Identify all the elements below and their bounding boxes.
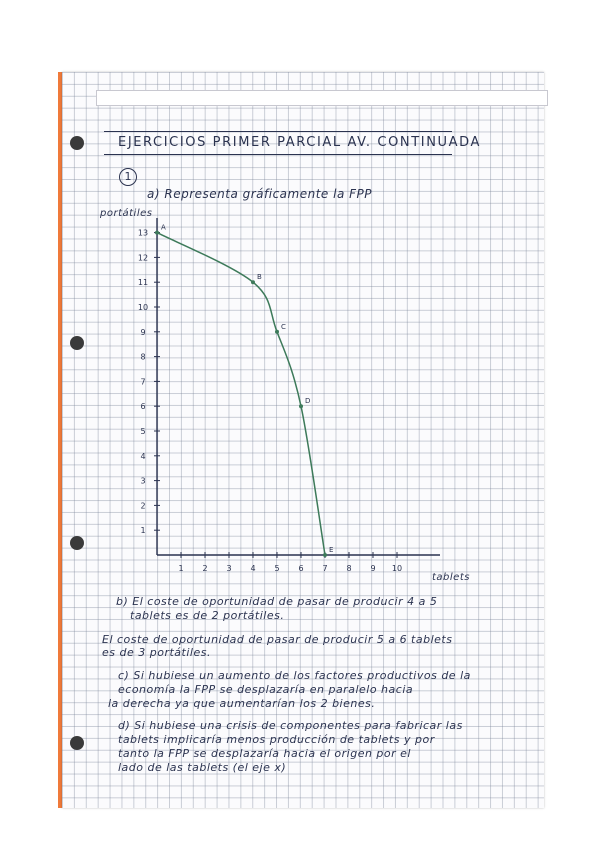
x-tick-label: 6 — [298, 564, 304, 573]
ppf-curve-group — [157, 233, 325, 555]
ppf-point-label: D — [305, 397, 311, 406]
ppf-point-label: A — [161, 223, 166, 232]
answer-d-line3: tanto la FPP se desplazaría hacia el origen por el — [118, 747, 411, 760]
chart-axes — [157, 218, 440, 555]
y-tick-label: 12 — [137, 253, 149, 263]
y-tick-label: 7 — [140, 377, 146, 387]
y-tick-label: 8 — [140, 352, 146, 362]
ppf-point — [251, 280, 255, 284]
chart-x-axis-label: tablets — [432, 572, 470, 583]
chart-points — [155, 224, 333, 557]
y-tick-label: 4 — [140, 451, 146, 461]
exercise-number: 1 — [119, 168, 137, 186]
y-tick-label: 5 — [140, 427, 146, 436]
answer-b2-line2: es de 3 portátiles. — [102, 646, 211, 659]
answer-c-line2: economía la FPP se desplazaría en paralelo hacia — [118, 683, 414, 696]
x-tick-label: 8 — [346, 564, 352, 573]
x-tick-label: 2 — [202, 564, 208, 573]
ppf-point-label: B — [257, 273, 262, 282]
ppf-curve — [157, 233, 325, 555]
chart-ticks — [138, 229, 402, 573]
y-tick-label: 2 — [140, 501, 146, 511]
ppf-point — [299, 404, 303, 408]
y-tick-label: 10 — [137, 303, 149, 312]
x-tick-label: 7 — [322, 564, 328, 573]
ppf-point-label: E — [329, 546, 334, 554]
x-tick-label: 3 — [226, 564, 232, 573]
y-tick-label: 9 — [140, 327, 146, 337]
answer-c-line1: c) Si hubiese un aumento de los factores productivos de la — [118, 669, 471, 682]
y-tick-label: 13 — [137, 228, 149, 238]
answer-b2-line1: El coste de oportunidad de pasar de producir 5 a 6 tablets — [102, 633, 453, 646]
answer-b-line1: b) El coste de oportunidad de pasar de producir 4 a 5 — [116, 595, 438, 608]
answer-d-line2: tablets implicaría menos producción de tablets y por — [118, 733, 435, 746]
question-a: a) Representa gráficamente la FPP — [147, 187, 372, 201]
page-title: EJERCICIOS PRIMER PARCIAL AV. CONTINUADA — [118, 135, 482, 150]
x-tick-label: 4 — [250, 564, 256, 573]
chart-y-axis-label: portátiles — [100, 208, 153, 219]
ppf-point — [155, 231, 159, 235]
x-tick-label: 9 — [370, 564, 376, 573]
ppf-point — [275, 330, 279, 334]
y-tick-label: 1 — [140, 526, 146, 536]
answer-d-line1: d) Si hubiese una crisis de componentes para fabricar las — [118, 719, 463, 732]
answer-c-line3: la derecha ya que aumentarían los 2 bienes. — [108, 697, 376, 710]
answer-d-line4: lado de las tablets (el eje x) — [118, 761, 287, 774]
ppf-point — [323, 553, 327, 557]
y-tick-label: 3 — [140, 476, 146, 486]
x-tick-label: 10 — [391, 564, 403, 573]
x-tick-label: 1 — [178, 564, 184, 573]
y-tick-label: 11 — [137, 278, 149, 288]
answer-b-line2: tablets es de 2 portátiles. — [130, 609, 285, 622]
x-tick-label: 5 — [274, 564, 280, 573]
ppf-point-label: C — [281, 322, 286, 331]
y-tick-label: 6 — [140, 402, 146, 412]
